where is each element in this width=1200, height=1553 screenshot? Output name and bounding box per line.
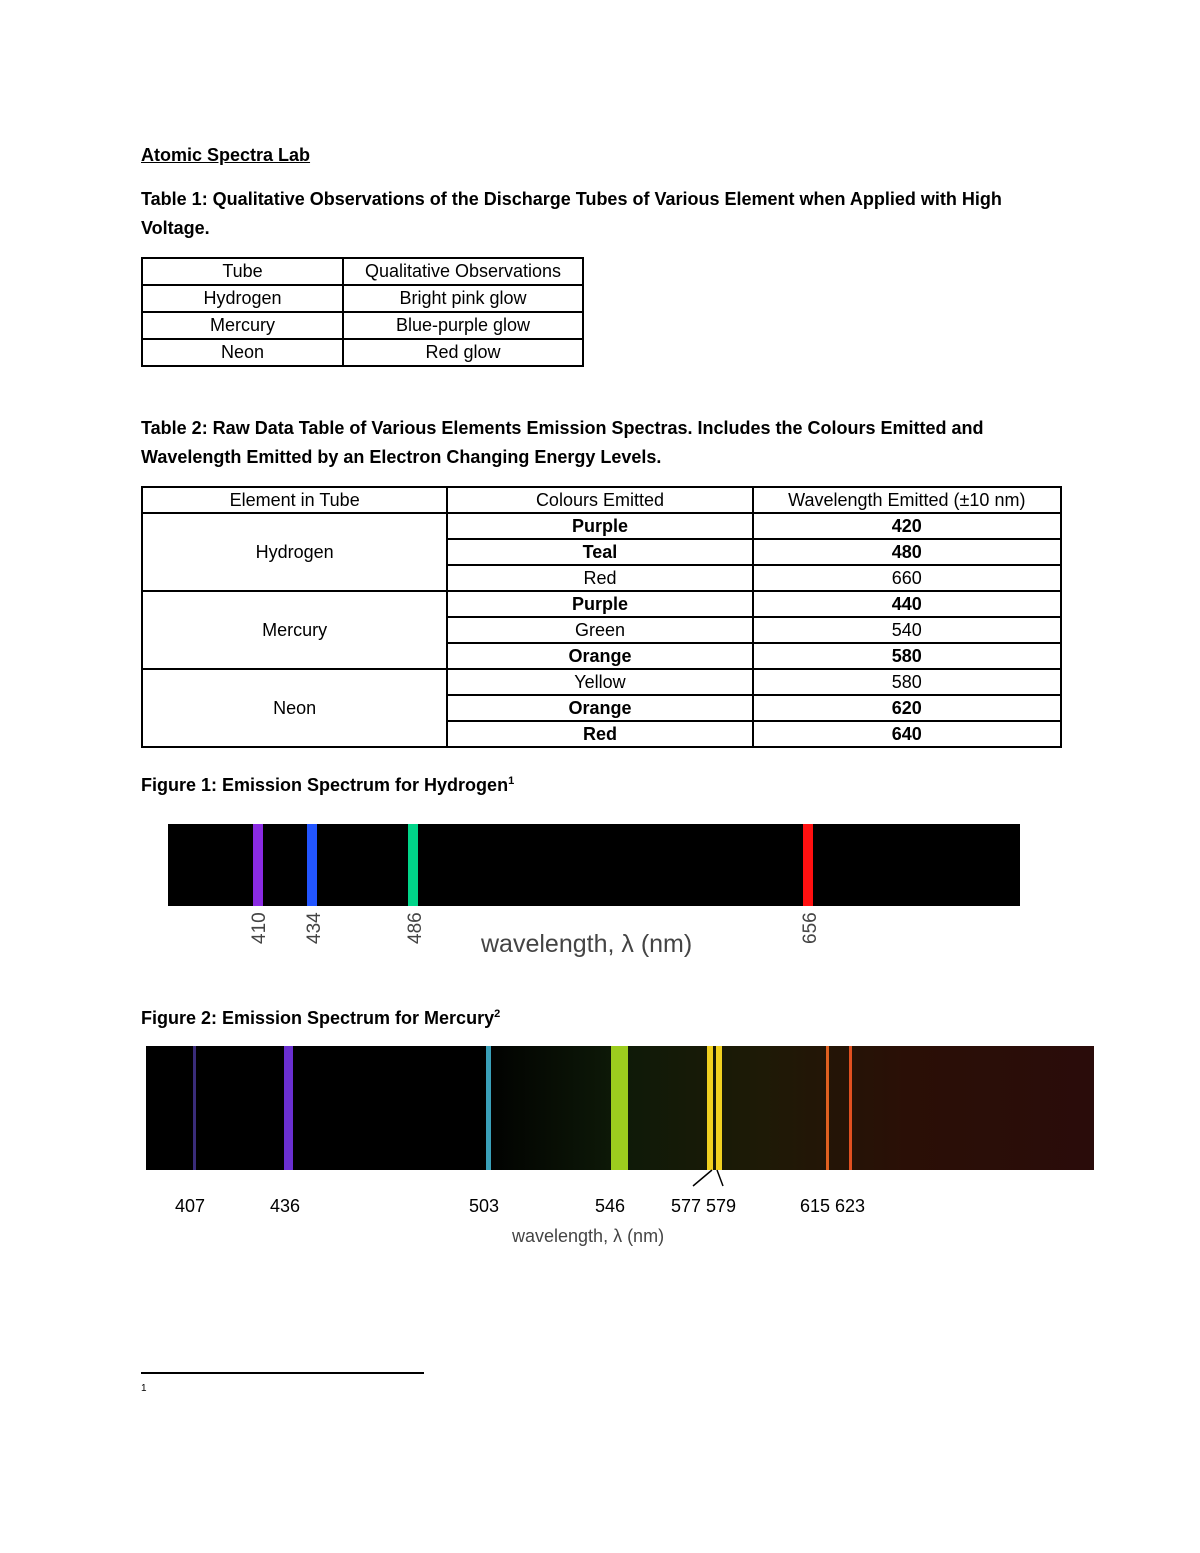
wavelength-cell: 640 — [753, 721, 1061, 747]
spectral-line-546 — [611, 1046, 628, 1170]
table-cell: Red glow — [343, 339, 583, 366]
tick-label-546: 546 — [595, 1196, 626, 1216]
table-cell: Bright pink glow — [343, 285, 583, 312]
table2-caption: Table 2: Raw Data Table of Various Elements Emission Spectras. Includes the Colours Emitted and Wavelength Emitted by an Electron Changing Energy Levels. — [141, 418, 984, 467]
table-header: Qualitative Observations — [343, 258, 583, 285]
colour-cell: Orange — [447, 695, 752, 721]
page-title: Atomic Spectra Lab — [141, 145, 311, 165]
table-row — [142, 669, 1061, 695]
spectral-line-486 — [408, 824, 418, 906]
tick-label-434: 434 — [304, 912, 325, 944]
table1 — [141, 257, 584, 367]
colour-cell: Green — [447, 617, 752, 643]
wavelength-cell: 660 — [753, 565, 1061, 591]
table-header: Wavelength Emitted (±10 nm) — [753, 487, 1061, 513]
axis-label: wavelength, λ (nm) — [481, 930, 693, 958]
tick-label-656: 656 — [800, 912, 821, 944]
table-cell: Hydrogen — [142, 285, 343, 312]
table-header: Colours Emitted — [447, 487, 752, 513]
footnote-mark: 1 — [141, 1383, 147, 1394]
colour-cell: Orange — [447, 643, 752, 669]
table2 — [141, 486, 1062, 748]
axis-label: wavelength, λ (nm) — [512, 1226, 665, 1246]
table-cell: Blue-purple glow — [343, 312, 583, 339]
tick-label-503: 503 — [469, 1196, 500, 1216]
spectral-line-615 — [826, 1046, 829, 1170]
tick-label-410: 410 — [249, 912, 270, 944]
element-cell: Mercury — [142, 591, 447, 669]
element-cell: Neon — [142, 669, 447, 747]
element-cell: Hydrogen — [142, 513, 447, 591]
spectral-line-434 — [307, 824, 317, 906]
spectral-line-503 — [486, 1046, 491, 1170]
table-row — [142, 312, 583, 339]
table-header-row — [142, 487, 1061, 513]
tick-label-486: 486 — [405, 912, 426, 944]
wavelength-cell: 580 — [753, 643, 1061, 669]
spectral-line-407 — [193, 1046, 196, 1170]
wavelength-cell: 420 — [753, 513, 1061, 539]
tick-label-407: 407 — [175, 1196, 206, 1216]
spectral-line-410 — [253, 824, 263, 906]
table1-caption: Table 1: Qualitative Observations of the Discharge Tubes of Various Element when Applied with High Voltage. — [141, 189, 1002, 238]
colour-cell: Red — [447, 721, 752, 747]
spectral-line-577 — [707, 1046, 713, 1170]
table-header: Tube — [142, 258, 343, 285]
wavelength-cell: 480 — [753, 539, 1061, 565]
spectrum-background — [168, 824, 1020, 906]
wavelength-cell: 580 — [753, 669, 1061, 695]
table-cell: Neon — [142, 339, 343, 366]
figure1-caption: Figure 1: Emission Spectrum for Hydrogen$^1$ — [141, 775, 515, 795]
spectral-line-623 — [849, 1046, 852, 1170]
hydrogen-spectrum-figure — [168, 820, 1024, 960]
spectral-line-436 — [284, 1046, 293, 1170]
colour-cell: Teal — [447, 539, 752, 565]
footnote-ref: 2 — [494, 1008, 501, 1020]
table-header: Element in Tube — [142, 487, 447, 513]
table-row — [142, 285, 583, 312]
table-row — [142, 339, 583, 366]
colour-cell: Purple — [447, 513, 752, 539]
tick-label-436: 436 — [270, 1196, 301, 1216]
table-header-row — [142, 258, 583, 285]
table-row — [142, 591, 1061, 617]
table-cell: Mercury — [142, 312, 343, 339]
footnote-divider — [141, 1372, 424, 1374]
spectral-line-656 — [803, 824, 813, 906]
mercury-spectrum-figure — [146, 1044, 1096, 1190]
pointer-line-577 — [693, 1170, 712, 1186]
pointer-line-579 — [717, 1170, 723, 1186]
colour-cell: Yellow — [447, 669, 752, 695]
tick-label-577-579: 577 579 — [671, 1196, 737, 1216]
wavelength-cell: 440 — [753, 591, 1061, 617]
footnote-ref: 1 — [508, 775, 515, 787]
wavelength-cell: 540 — [753, 617, 1061, 643]
table-row — [142, 513, 1061, 539]
colour-cell: Red — [447, 565, 752, 591]
figure2-caption: Figure 2: Emission Spectrum for Mercury$^2$ — [141, 1008, 501, 1028]
wavelength-cell: 620 — [753, 695, 1061, 721]
spectral-line-579 — [716, 1046, 722, 1170]
tick-label-615-623: 615 623 — [800, 1196, 866, 1216]
colour-cell: Purple — [447, 591, 752, 617]
